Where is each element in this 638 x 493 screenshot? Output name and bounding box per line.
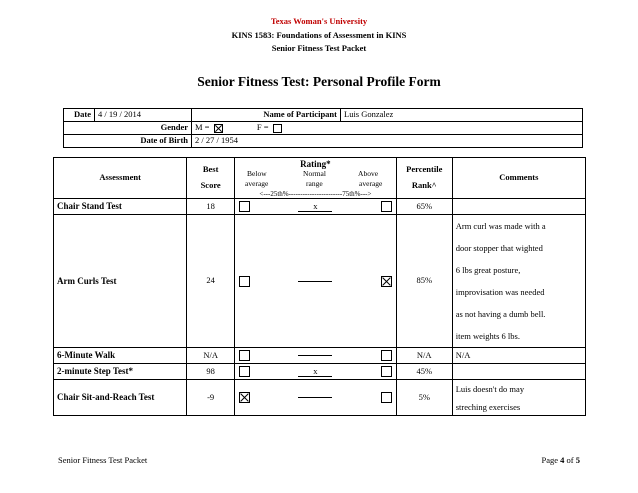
rating-cell	[235, 348, 397, 364]
comment-line: as not having a dumb bell.	[455, 309, 546, 319]
rating-above-checkbox[interactable]	[381, 392, 392, 403]
packet-title: Senior Fitness Test Packet	[271, 43, 367, 53]
percentile-cell[interactable]: 85%	[396, 215, 452, 348]
participant-name-label: Name of Participant	[192, 109, 341, 122]
rating-normal-mark[interactable]: x	[298, 367, 332, 377]
comment-line: Luis doesn't do may	[455, 383, 525, 394]
percentile-cell[interactable]: 45%	[396, 364, 452, 380]
rating-normal-mark[interactable]: x	[298, 202, 332, 212]
rating-below-checkbox[interactable]	[239, 392, 250, 403]
rating-above-checkbox[interactable]	[381, 350, 392, 361]
rating-header	[235, 158, 397, 199]
best-score-header	[187, 158, 235, 199]
participant-name-field[interactable]: Luis Gonzalez	[341, 109, 583, 122]
percentile-header-text: Percentile	[406, 164, 443, 175]
rating-normal-mark[interactable]	[298, 281, 332, 282]
rating-normal-mark[interactable]	[298, 397, 332, 398]
percentile-header	[396, 158, 452, 199]
comment-line: improvisation was needed	[455, 287, 545, 297]
percentile-cell[interactable]: 5%	[396, 380, 452, 416]
best-score-cell[interactable]: N/A	[187, 348, 235, 364]
best-score-cell[interactable]: -9	[187, 380, 235, 416]
rating-normal-mark[interactable]	[298, 355, 332, 356]
rating-below-checkbox[interactable]	[239, 201, 250, 212]
assessment-name: Chair Sit-and-Reach Test	[54, 380, 187, 416]
university-title: Texas Woman's University	[270, 16, 368, 26]
date-label: Date	[64, 109, 95, 122]
best-score-cell[interactable]: 24	[187, 215, 235, 348]
comments-cell[interactable]	[452, 380, 585, 416]
comment-line: streching exercises	[455, 401, 521, 412]
footer-packet-name: Senior Fitness Test Packet	[58, 455, 148, 465]
dob-label: Date of Birth	[64, 135, 192, 148]
participant-info-table	[63, 108, 583, 148]
best-score-cell[interactable]: 18	[187, 199, 235, 215]
comments-header: Comments	[452, 158, 585, 199]
rank-header-text: Rank^	[411, 180, 437, 190]
assessment-name: 6-Minute Walk	[54, 348, 187, 364]
assessment-name: Arm Curls Test	[54, 215, 187, 348]
date-field[interactable]: 4 / 19 / 2014	[95, 109, 192, 122]
gender-label: Gender	[64, 122, 192, 135]
table-row	[54, 380, 586, 416]
gender-f-label: F =	[256, 122, 269, 133]
rating-scale-label: <---25th%-----------------------75th%--->	[259, 190, 372, 198]
rating-below-checkbox[interactable]	[239, 276, 250, 287]
rating-above-checkbox[interactable]	[381, 276, 392, 287]
best-score-cell[interactable]: 98	[187, 364, 235, 380]
assessment-table	[53, 157, 586, 416]
rating-cell	[235, 215, 397, 348]
comment-line: door stopper that wighted	[455, 243, 543, 253]
rating-cell	[235, 380, 397, 416]
score-header-text: Score	[200, 180, 221, 190]
percentile-cell[interactable]: N/A	[396, 348, 452, 364]
comments-cell[interactable]	[452, 215, 585, 348]
rating-average-label-1: average	[245, 179, 269, 188]
gender-m-label: M =	[195, 122, 210, 133]
table-header-row	[54, 158, 586, 199]
footer-page-label: Page	[541, 455, 559, 465]
percentile-cell[interactable]: 65%	[396, 199, 452, 215]
rating-below-checkbox[interactable]	[239, 350, 250, 361]
comment-line: item weights 6 lbs.	[455, 331, 520, 341]
footer-page-current: 4	[560, 455, 565, 465]
rating-range-label: range	[306, 179, 323, 188]
assessment-name: Chair Stand Test	[54, 199, 187, 215]
dob-field[interactable]: 2 / 27 / 1954	[192, 135, 583, 148]
form-title: Senior Fitness Test: Personal Profile Form	[197, 74, 441, 89]
gender-f-checkbox[interactable]	[273, 124, 282, 133]
course-title: KINS 1583: Foundations of Assessment in KINS	[231, 30, 407, 40]
rating-above-checkbox[interactable]	[381, 201, 392, 212]
table-row	[54, 348, 586, 364]
gender-m-checkbox[interactable]	[214, 124, 223, 133]
best-header-text: Best	[202, 164, 219, 175]
assessment-name: 2-minute Step Test*	[54, 364, 187, 380]
comment-line: 6 lbs great posture,	[455, 265, 521, 275]
rating-cell	[235, 199, 397, 215]
rating-header-title: Rating*	[300, 159, 331, 169]
table-row	[54, 199, 586, 215]
gender-field	[192, 122, 583, 135]
comments-cell[interactable]	[452, 199, 585, 215]
footer-page-total: 5	[575, 455, 580, 465]
rating-above-label: Above	[358, 169, 379, 178]
rating-normal-label: Normal	[303, 169, 326, 178]
comments-cell[interactable]	[452, 364, 585, 380]
table-row	[54, 215, 586, 348]
rating-average-label-2: average	[359, 179, 383, 188]
rating-below-checkbox[interactable]	[239, 366, 250, 377]
assessment-header: Assessment	[54, 158, 187, 199]
footer-page-number	[542, 455, 581, 465]
table-row	[54, 364, 586, 380]
rating-cell	[235, 364, 397, 380]
comments-cell[interactable]: N/A	[452, 348, 585, 364]
footer-of-label: of	[566, 455, 574, 465]
rating-above-checkbox[interactable]	[381, 366, 392, 377]
rating-below-label: Below	[247, 169, 267, 178]
comment-line: Arm curl was made with a	[455, 221, 546, 231]
